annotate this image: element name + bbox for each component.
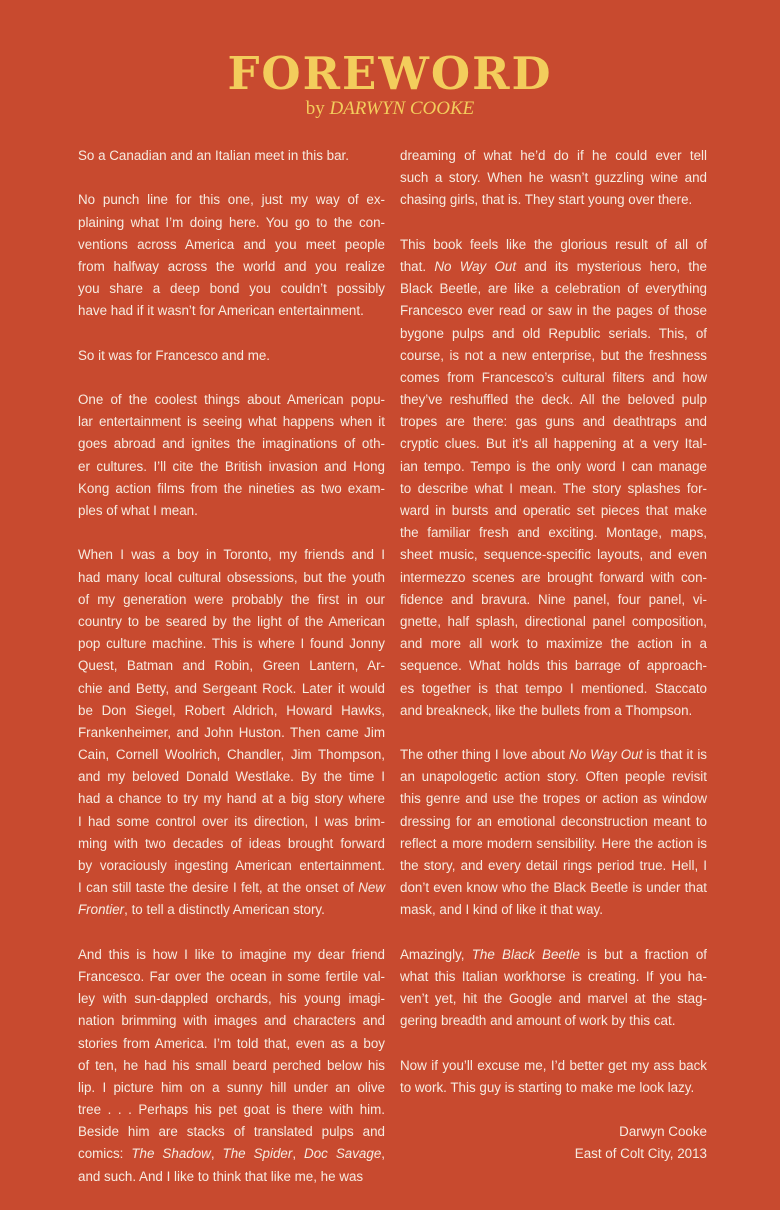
- text-line: ming with two decades of ideas brought forward: [78, 835, 385, 851]
- text-line: comes from Francesco’s cultural filters and how: [400, 369, 707, 385]
- paragraph: [78, 389, 385, 522]
- paragraph: [78, 189, 385, 322]
- paragraph: [400, 145, 707, 212]
- text-line: the familiar fresh and exciting. Montage, maps,: [400, 525, 707, 541]
- text-line: an unapologetic action story. Often people revisit: [400, 769, 707, 785]
- text-line: chie and Betty, and Sergeant Rock. Later it would: [78, 680, 385, 696]
- text-line: When I was a boy in Toronto, my friends and I: [78, 547, 385, 563]
- text-line: that. No Way Out and its mysterious hero, the: [400, 258, 707, 274]
- italic-title: Frontier: [78, 902, 125, 918]
- text-line: Cain, Cornell Woolrich, Chandler, Jim Thompson,: [78, 747, 385, 763]
- byline: [0, 98, 780, 120]
- text-line: dressing for an emotional deconstruction meant to: [400, 813, 707, 829]
- text-line: have had if it wasn’t for American entertainment.: [78, 303, 364, 319]
- text-line: had a chance to try my hand at a big story where: [78, 791, 385, 807]
- text-line: to work. This guy is starting to make me look lazy.: [400, 1079, 695, 1095]
- text-line: this genre and use the tropes or action as window: [400, 791, 707, 807]
- text-line: Francesco. Far over the ocean in some fertile val-: [78, 968, 385, 984]
- text-line: Frontier, to tell a distinctly American story.: [78, 902, 325, 918]
- italic-title: No Way Out: [568, 747, 643, 763]
- paragraph: [78, 145, 385, 167]
- text-line: stories from America. I’m told that, even as a boy: [78, 1035, 385, 1051]
- text-line: Now if you’ll excuse me, I’d better get my ass back: [400, 1057, 707, 1073]
- text-line: and such. And I like to think that like me, he was: [78, 1168, 364, 1184]
- paragraph: [78, 944, 385, 1188]
- text-line: pop culture machine. This is where I found Jonny: [78, 636, 385, 652]
- paragraph: [78, 544, 385, 921]
- text-line: ward in bursts and operatic set pieces that make: [400, 503, 707, 518]
- text-line: No punch line for this one, just my way of ex-: [78, 192, 385, 208]
- text-line: I can still taste the desire I felt, at the onset of New: [78, 880, 385, 896]
- text-line: Francesco ever read or saw in the pages of those: [400, 303, 707, 319]
- text-line: by voraciously ingesting American entertainment.: [78, 858, 385, 873]
- text-line: lip. I picture him on a sunny hill under an olive: [78, 1079, 385, 1095]
- byline-prefix: by: [305, 98, 325, 119]
- text-line: what this Italian workhorse is creating. If you ha-: [400, 968, 707, 984]
- text-line: ley with sun-dappled orchards, his young imagi-: [78, 991, 385, 1007]
- italic-title: Doc Savage: [304, 1146, 382, 1162]
- text-line: the story, and every detail rings period true. Hell, I: [400, 858, 707, 873]
- text-line: and breakneck, like the bullets from a Thompson.: [400, 702, 693, 718]
- text-line: es together is that tempo I mentioned. Staccato: [400, 680, 707, 696]
- italic-title: No Way Out: [434, 258, 517, 274]
- text-line: Black Beetle, are like a celebration of everything: [400, 281, 707, 297]
- text-line: Quest, Batman and Robin, Green Lantern, Ar-: [78, 658, 385, 674]
- text-line: One of the coolest things about American popu-: [78, 392, 385, 408]
- text-line: gering breadth and amount of work by this cat.: [400, 1013, 676, 1029]
- text-line: And this is how I like to imagine my dear friend: [78, 946, 385, 962]
- text-line: you share a deep bond you couldn’t possibly: [78, 281, 385, 297]
- signature-place-date: East of Colt City, 2013: [574, 1146, 707, 1162]
- text-line: ian tempo. Tempo is the only word I can manage: [400, 458, 707, 474]
- text-line: So it was for Francesco and me.: [78, 347, 271, 363]
- text-line: tree . . . Perhaps his pet goat is there with him.: [78, 1102, 385, 1118]
- text-line: comics: The Shadow, The Spider, Doc Savage,: [78, 1146, 385, 1162]
- text-line: to describe what I mean. The story splashes for-: [400, 480, 707, 496]
- paragraph: [400, 1055, 707, 1099]
- text-line: had many local cultural obsessions, but the youth: [78, 569, 385, 585]
- paragraph: [400, 744, 707, 922]
- text-line: tropes are there: gas guns and deathtraps and: [400, 414, 707, 430]
- text-line: I had some control over its direction, I was brim-: [78, 813, 385, 829]
- paragraph: [400, 944, 707, 1033]
- text-line: from halfway across the world and you realize: [78, 258, 385, 274]
- italic-title: The Shadow: [131, 1146, 211, 1162]
- text-line: ventions across America and you meet people: [78, 236, 385, 252]
- text-line: dreaming of what he’d do if he could ever tell: [400, 148, 707, 163]
- text-line: goes abroad and ignites the imaginations of oth-: [78, 436, 385, 452]
- text-line: and more all work to maximize the action in a: [400, 636, 707, 652]
- italic-title: The Black Beetle: [471, 946, 580, 962]
- text-line: ven’t yet, hit the Google and marvel at the stag-: [400, 991, 707, 1007]
- text-line: This book feels like the glorious result of all of: [400, 236, 707, 252]
- signature-name: Darwyn Cooke: [619, 1124, 707, 1140]
- text-line: Kong action films from the nineties as two exam-: [78, 480, 385, 496]
- text-line: intermezzo scenes are brought forward with con-: [400, 569, 707, 585]
- page-title: FOREWORD: [227, 47, 553, 100]
- text-line: be Don Siegel, Robert Aldrich, Howard Hawks,: [78, 702, 385, 718]
- text-line: of ten, he had his small beard perched below his: [78, 1057, 385, 1073]
- text-line: cryptic clues. But it’s all happening at a very Ital-: [400, 436, 707, 452]
- text-line: and my beloved Donald Westlake. By the time I: [78, 769, 385, 785]
- paragraph: [400, 234, 707, 722]
- italic-title: The Spider: [222, 1146, 293, 1162]
- text-line: country to be seared by the light of the American: [78, 613, 385, 629]
- text-line: ples of what I mean.: [78, 503, 198, 518]
- paragraph: [78, 345, 385, 367]
- text-line: The other thing I love about No Way Out is that it is: [400, 747, 707, 763]
- text-line: reflect a more modern sensibility. Here the action is: [400, 835, 707, 851]
- text-column-right: [400, 145, 707, 1166]
- text-line: Beside him are stacks of translated pulps and: [78, 1124, 385, 1140]
- text-line: plaining what I’m doing here. You go to the con-: [78, 214, 385, 230]
- text-line: sheet music, sequence-specific layouts, and even: [400, 547, 707, 563]
- text-line: Frankenheimer, and John Huston. Then came Jim: [78, 724, 385, 740]
- text-line: mask, and I kind of like it that way.: [400, 902, 603, 918]
- text-line: gnette, half splash, directional panel composition,: [400, 613, 707, 629]
- text-line: of my generation were probably the first in our: [78, 591, 385, 607]
- text-column-left: [78, 145, 385, 1210]
- text-line: such a story. When he wasn’t guzzling wine and: [400, 170, 707, 186]
- text-line: fidence and bravura. Nine panel, four panel, vi-: [400, 591, 707, 607]
- text-line: nation brimming with images and characters and: [78, 1013, 385, 1029]
- text-line: they’ve reshuffled the deck. All the beloved pulp: [400, 392, 707, 408]
- text-line: er cultures. I’ll cite the British invasion and Hong: [78, 458, 385, 474]
- text-line: sequence. What holds this barrage of approach-: [400, 658, 707, 674]
- text-line: bygone pulps and old Republic serials. This, of: [400, 325, 707, 341]
- text-line: Amazingly, The Black Beetle is but a fraction of: [400, 946, 707, 962]
- signature: [400, 1121, 707, 1165]
- italic-title: New: [358, 880, 385, 896]
- byline-author: DARWYN COOKE: [329, 98, 475, 119]
- text-line: don’t even know who the Black Beetle is under that: [400, 880, 707, 896]
- text-line: So a Canadian and an Italian meet in this bar.: [78, 148, 349, 163]
- text-line: course, is not a new enterprise, but the freshness: [400, 347, 707, 363]
- text-line: lar entertainment is seeing what happens when it: [78, 414, 385, 430]
- text-line: chasing girls, that is. They start young over there.: [400, 192, 693, 208]
